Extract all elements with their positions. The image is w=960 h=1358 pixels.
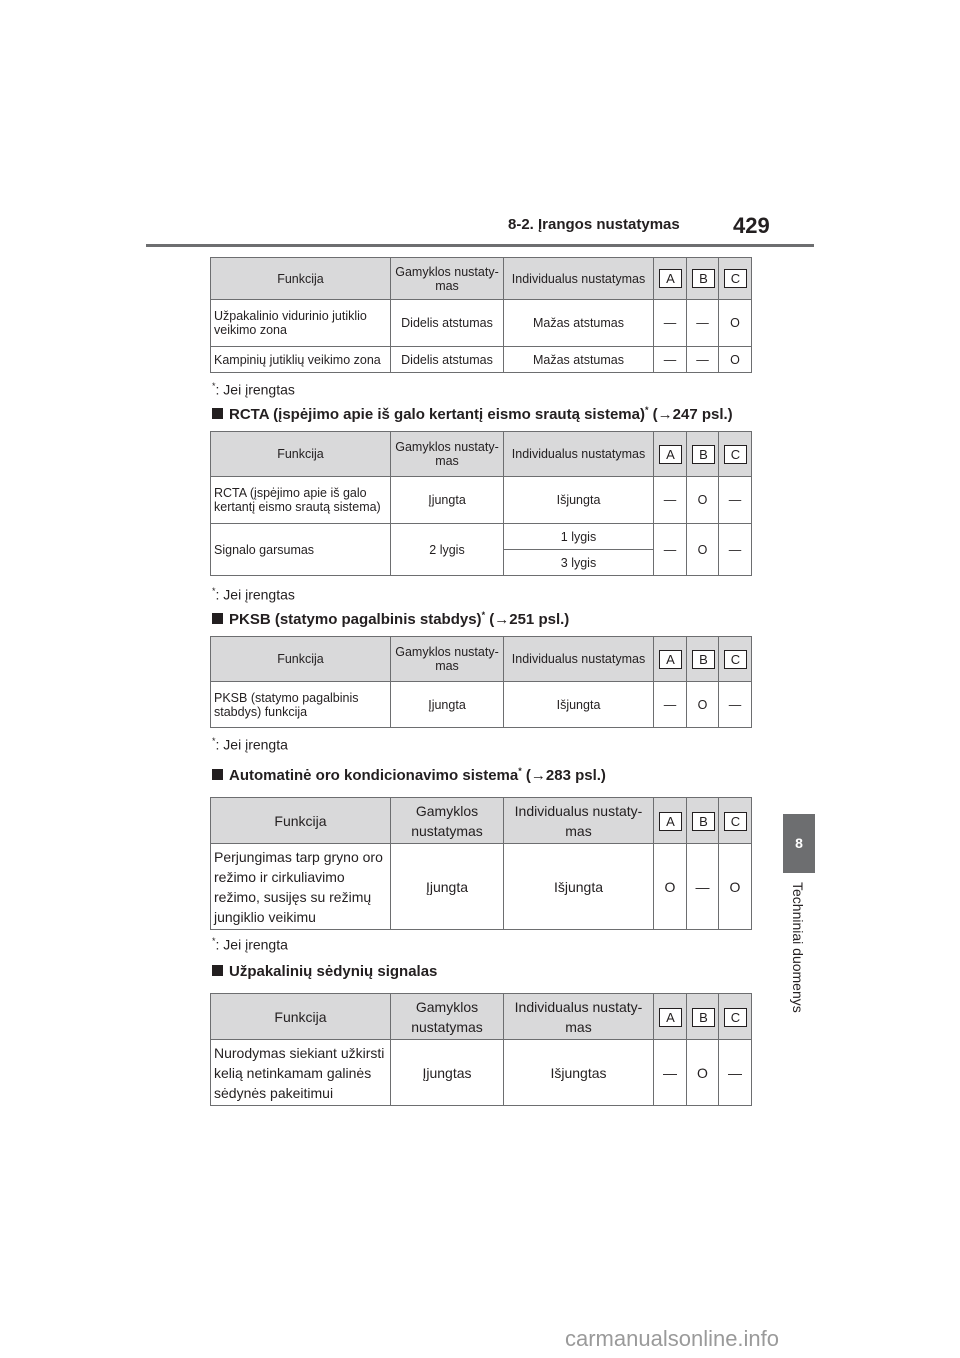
table-row: Perjungimas tarp gryno oro režimo ir cirkuliavimo režimo, susijęs su režimų jungiklio veikimu Įjungta Išjungta O — O xyxy=(211,844,752,930)
table-pksb: Funkcija Gamyklos nustaty-mas Individualus nustatymas A B C PKSB (statymo pagalbinis stabdys) funkcija Įjungta Išjungta — O — xyxy=(210,636,752,728)
chapter-tab: 8 xyxy=(783,814,815,873)
col-individualus: Individualus nustatymas xyxy=(504,258,654,300)
footnote: *: Jei įrengta xyxy=(212,736,288,753)
table-row: Nurodymas siekiant užkirsti kelią netinkamam galinės sėdynės pakeitimui Įjungtas Išjungtas — O — xyxy=(211,1040,752,1106)
footnote: *: Jei įrengta xyxy=(212,936,288,953)
table-row: Užpakalinio vidurinio jutiklio veikimo zona Didelis atstumas Mažas atstumas — — O xyxy=(211,300,752,347)
table-rcta: Funkcija Gamyklos nustaty-mas Individualus nustatymas A B C RCTA (įspėjimo apie iš galo kertantį eismo srautą sistema) Įjungta Išjungta — O — Signalo garsumas 2 lygis 1 lygis — O — 3 lygis xyxy=(210,431,752,576)
footnote: *: Jei įrengtas xyxy=(212,381,295,398)
watermark: carmanualsonline.info xyxy=(565,1326,780,1351)
table-ac: Funkcija Gamyklos nustatymas Individualus nustaty-mas A B C Perjungimas tarp gryno oro režimo ir cirkuliavimo režimo, susijęs su režimų jungiklio veikimu Įjungta Išjungta O — O xyxy=(210,797,752,930)
table-row: RCTA (įspėjimo apie iš galo kertantį eismo srautą sistema) Įjungta Išjungta — O — xyxy=(211,477,752,524)
section-heading-rear-seat: Užpakalinių sėdynių signalas xyxy=(212,963,437,980)
page-number: 429 xyxy=(733,213,770,238)
col-gamyklos: Gamyklos nustaty-mas xyxy=(391,258,504,300)
col-a: A xyxy=(659,269,682,288)
chapter-title: Techniniai duomenys xyxy=(790,882,806,1013)
footnote: *: Jei įrengtas xyxy=(212,586,295,603)
table-row: Signalo garsumas 2 lygis 1 lygis — O — xyxy=(211,524,752,550)
table-rear-seat: Funkcija Gamyklos nustatymas Individualus nustaty-mas A B C Nurodymas siekiant užkirsti kelią netinkamam galinės sėdynės pakeitimui Įjungtas Išjungtas — O — xyxy=(210,993,752,1106)
section-heading-pksb: PKSB (statymo pagalbinis stabdys)* (→251 psl.) xyxy=(212,610,569,628)
col-c: C xyxy=(724,269,747,288)
table-row: Kampinių jutiklių veikimo zona Didelis atstumas Mažas atstumas — — O xyxy=(211,347,752,373)
header-rule xyxy=(146,244,814,247)
section-heading-rcta: RCTA (įspėjimo apie iš galo kertantį eismo srautą sistema)* (→247 psl.) xyxy=(212,405,733,423)
section-heading-ac: Automatinė oro kondicionavimo sistema* (→283 psl.) xyxy=(212,766,606,784)
table-row: PKSB (statymo pagalbinis stabdys) funkcija Įjungta Išjungta — O — xyxy=(211,682,752,728)
col-funkcija: Funkcija xyxy=(211,258,391,300)
section-title: 8-2. Įrangos nustatymas xyxy=(508,216,680,233)
table-sensors xyxy=(210,257,752,373)
col-b: B xyxy=(692,269,715,288)
